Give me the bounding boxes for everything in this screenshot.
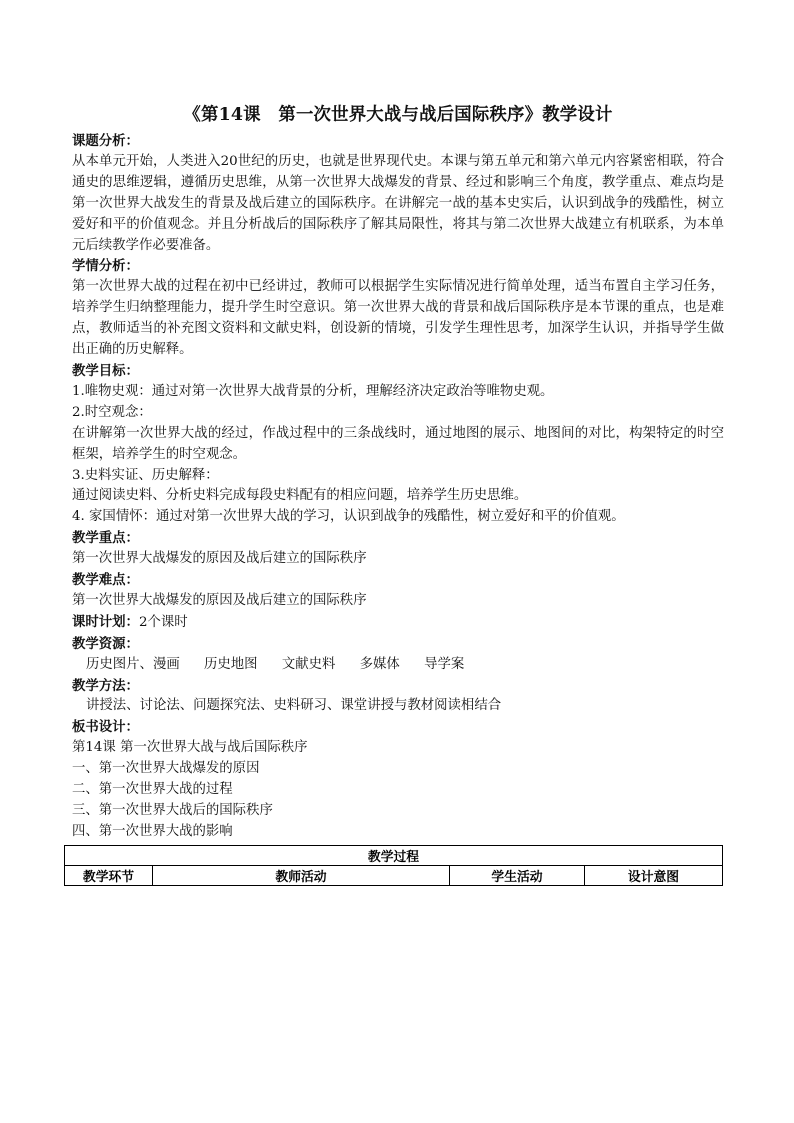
board-line: 一、第一次世界大战爆发的原因 xyxy=(72,761,260,777)
resource-item: 导学案 xyxy=(424,656,465,672)
key-point-body: 第一次世界大战爆发的原因及战后建立的国际秩序 xyxy=(72,551,367,567)
teaching-process-table xyxy=(64,845,723,886)
resource-item: 多媒体 xyxy=(359,656,400,672)
header-stage: 教学环节 xyxy=(65,866,153,886)
student-analysis-heading: 学情分析： xyxy=(72,258,139,275)
lesson-plan xyxy=(72,103,724,843)
key-point-heading: 教学重点： xyxy=(72,530,139,547)
topic-analysis-heading: 课题分析： xyxy=(72,133,139,149)
goal-1: 1.唯物史观：通过对第一次世界大战背景的分析，理解经济决定政治等唯物史观。 xyxy=(72,383,554,399)
resource-item: 历史图片、漫画 xyxy=(86,656,180,672)
difficulty-body: 第一次世界大战爆发的原因及战后建立的国际秩序 xyxy=(72,592,367,608)
hours-body: 2个课时 xyxy=(138,614,188,630)
goal-2-body: 在讲解第一次世界大战的经过，作战过程中的三条战线时，通过地图的展示、地图间的对比，构架特定的时空框架，培养学生的时空观念。 xyxy=(72,425,724,462)
resource-item: 历史地图 xyxy=(204,656,258,672)
goal-4: 4. 家国情怀：通过对第一次世界大战的学习，认识到战争的残酷性，树立爱好和平的价值观。 xyxy=(72,509,625,525)
goals-heading: 教学目标： xyxy=(72,362,139,379)
table-header-row xyxy=(65,866,723,886)
board-heading: 板书设计： xyxy=(72,719,139,736)
goal-3-heading: 3.史料实证、历史解释： xyxy=(72,467,219,483)
resources-heading: 教学资源： xyxy=(72,635,139,652)
document-title: 《第14课 第一次世界大战与战后国际秩序》教学设计 xyxy=(183,105,613,125)
header-student-activity: 学生活动 xyxy=(450,866,585,886)
goal-3-body: 通过阅读史料、分析史料完成每段史料配有的相应问题，培养学生历史思维。 xyxy=(72,488,528,504)
student-analysis-body: 第一次世界大战的过程在初中已经讲过，教师可以根据学生实际情况进行简单处理，适当布置自主学习任务，培养学生归纳整理能力，提升学生时空意识。第一次世界大战的背景和战后国际秩序是本节课的重点，也是难点，教师适当的补充图文资料和文献史料，创设新的情境，引发学生理性思考，加深学生认识，并指导学生做出正确的历史解释。 xyxy=(72,279,724,358)
difficulty-heading: 教学难点： xyxy=(72,572,139,589)
board-line: 二、第一次世界大战的过程 xyxy=(72,782,233,798)
topic-analysis-body: 从本单元开始，人类进入20世纪的历史，也就是世界现代史。本课与第五单元和第六单元内容紧密相联，符合通史的思维逻辑，遵循历史思维，从第一次世界大战爆发的背景、经过和影响三个角度，教学重点、难点均是第一次世界大战发生的背景及战后建立的国际秩序。在讲解完一战的基本史实后，认识到战争的残酷性，树立爱好和平的价值观念。并且分析战后的国际秩序了解其局限性，将其与第二次世界大战建立有机联系，为本单元后续教学作必要准备。 xyxy=(72,153,724,253)
table-caption: 教学过程 xyxy=(65,846,723,866)
goal-2-heading: 2.时空观念： xyxy=(72,404,152,420)
board-line: 三、第一次世界大战后的国际秩序 xyxy=(72,803,273,818)
methods-body: 讲授法、讨论法、问题探究法、史料研习、课堂讲授与教材阅读相结合 xyxy=(86,698,502,714)
resource-item: 文献史料 xyxy=(281,656,336,672)
hours-heading: 课时计划： xyxy=(72,613,139,630)
header-design-intent: 设计意图 xyxy=(585,866,723,886)
resources-list xyxy=(72,655,724,676)
methods-heading: 教学方法： xyxy=(72,677,139,694)
board-line: 第14课 第一次世界大战与战后国际秩序 xyxy=(72,740,308,756)
board-line: 四、第一次世界大战的影响 xyxy=(72,823,233,839)
hours-line xyxy=(72,612,724,634)
header-teacher-activity: 教师活动 xyxy=(153,866,450,886)
